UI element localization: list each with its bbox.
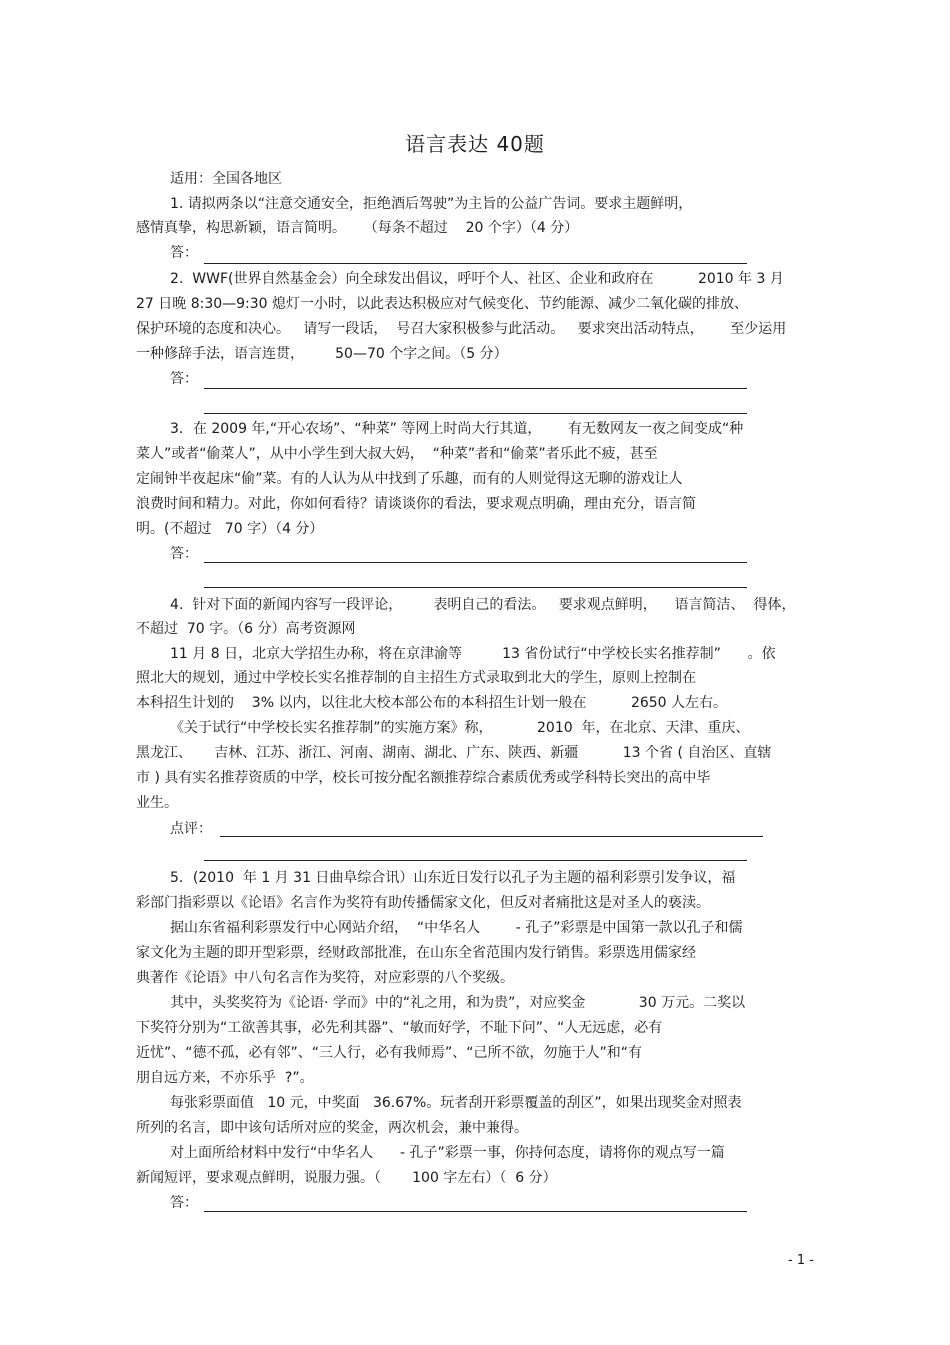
q5-line: 新闻短评，要求观点鲜明，说服力强。（ 100 字左右）（ 6 分） (136, 1170, 557, 1186)
q3-line: 定闹钟半夜起床“偷”菜。有的人认为从中找到了乐趣，而有的人则觉得这无聊的游戏让人 (136, 471, 683, 487)
q5-line: 每张彩票面值 10 元，中奖面 36.67%。玩者刮开彩票覆盖的刮区”，如果出现奖金对照表 (170, 1095, 742, 1111)
comment-line[interactable] (204, 860, 747, 861)
answer-line[interactable] (204, 388, 747, 389)
answer-label: 答： (170, 245, 198, 261)
q4-line: 照北大的规划，通过中学校长实名推荐制的自主招生方式录取到北大的学生，原则上控制在 (136, 670, 696, 686)
q4-line: 4. 针对下面的新闻内容写一段评论， 表明自己的看法。 要求观点鲜明， 语言简洁、 得体， (170, 597, 796, 613)
answer-line[interactable] (204, 413, 747, 414)
q2-line: 27 日晚 8:30—9:30 熄灯一小时，以此表达积极应对气候变化、节约能源、减少二氧化碳的排放、 (136, 296, 749, 312)
answer-line[interactable] (204, 1211, 747, 1212)
q2-line: 一种修辞手法，语言连贯， 50—70 个字之间。（5 分） (136, 346, 508, 362)
q4-line: 业生。 (136, 795, 178, 811)
q5-line: 下奖符分别为“工欲善其事，必先利其器”、“敏而好学，不耻下问”、“人无远虑，必有 (136, 1020, 663, 1036)
q2-line: 2. WWF(世界自然基金会）向全球发出倡议，呼吁个人、社区、企业和政府在 2010 年 3 月 (170, 271, 784, 287)
q1-line: 感情真挚，构思新颖，语言简明。 （每条不超过 20 个字）（4 分） (136, 220, 579, 236)
q3-line: 明。(不超过 70 字）（4 分） (136, 521, 324, 537)
answer-line[interactable] (204, 562, 747, 563)
q3-line: 菜人”或者“偷菜人”，从中小学生到大叔大妈， “种菜”者和“偷菜”者乐此不疲，甚至 (136, 446, 658, 462)
q3-line: 浪费时间和精力。对此，你如何看待？请谈谈你的看法，要求观点明确，理由充分，语言简 (136, 496, 696, 512)
q5-line: 近忧”、“德不孤，必有邻”、“三人行，必有我师焉”、“己所不欲，勿施于人”和“有 (136, 1045, 643, 1061)
answer-label: 答： (170, 546, 198, 562)
page-title: 语言表达 40题 (405, 132, 545, 156)
answer-line[interactable] (204, 263, 747, 264)
q5-line: 5．(2010 年 1 月 31 日曲阜综合讯）山东近日发行以孔子为主题的福利彩票引发争议，福 (170, 870, 736, 886)
q1-line: 1. 请拟两条以“注意交通安全，拒绝酒后驾驶”为主旨的公益广告词。要求主题鲜明， (170, 196, 693, 212)
answer-label: 答： (170, 1195, 198, 1211)
q4-line: 不超过 70 字。（6 分）高考资源网 (136, 621, 356, 637)
q5-line: 据山东省福利彩票发行中心网站介绍， “中华名人 - 孔子”彩票是中国第一款以孔子和儒 (170, 920, 743, 936)
q4-line: 本科招生计划的 3% 以内，以往北大校本部公布的本科招生计划一般在 2650 人左右。 (136, 695, 728, 711)
q2-line: 保护环境的态度和决心。 请写一段话， 号召大家积极参与此活动。 要求突出活动特点， 至少运用 (136, 321, 787, 337)
q5-line: 彩部门指彩票以《论语》名言作为奖符有助传播儒家文化，但反对者痛批这是对圣人的亵渎。 (136, 895, 710, 911)
page-number: - 1 - (788, 1253, 814, 1268)
q5-line: 所列的名言，即中该句话所对应的奖金，两次机会，兼中兼得。 (136, 1120, 528, 1136)
q5-line: 朋自远方来，不亦乐乎 ?”。 (136, 1070, 314, 1086)
q4-line: 市 ) 具有实名推荐资质的中学，校长可按分配名额推荐综合素质优秀或学科特长突出的高中毕 (136, 770, 711, 786)
q5-line: 典著作《论语》中八句名言作为奖符，对应彩票的八个奖级。 (136, 970, 514, 986)
q5-line: 家文化为主题的即开型彩票，经财政部批准，在山东全省范围内发行销售。彩票选用儒家经 (136, 945, 696, 961)
answer-label: 答： (170, 371, 198, 387)
applicability-note: 适用：全国各地区 (170, 171, 282, 187)
q4-line: 11 月 8 日，北京大学招生办称，将在京津渝等 13 省份试行“中学校长实名推荐制” 。依 (170, 646, 776, 662)
q5-line: 其中，头奖奖符为《论语· 学而》中的“礼之用，和为贵”，对应奖金 30 万元。二奖以 (170, 995, 746, 1011)
comment-label: 点评： (170, 821, 212, 837)
q5-line: 对上面所给材料中发行“中华名人 - 孔子”彩票一事，你持何态度，请将你的观点写一篇 (170, 1145, 725, 1161)
answer-line[interactable] (204, 587, 747, 588)
q4-line: 《关于试行“中学校长实名推荐制”的实施方案》称， 2010 年，在北京、天津、重庆、 (170, 720, 750, 736)
comment-line[interactable] (220, 836, 763, 837)
q4-line: 黑龙江、 吉林、江苏、浙江、河南、湖南、湖北、广东、陕西、新疆 13 个省 ( 自治区、直辖 (136, 745, 772, 761)
q3-line: 3．在 2009 年,“开心农场”、“种菜” 等网上时尚大行其道， 有无数网友一夜之间变成“种 (170, 421, 744, 437)
